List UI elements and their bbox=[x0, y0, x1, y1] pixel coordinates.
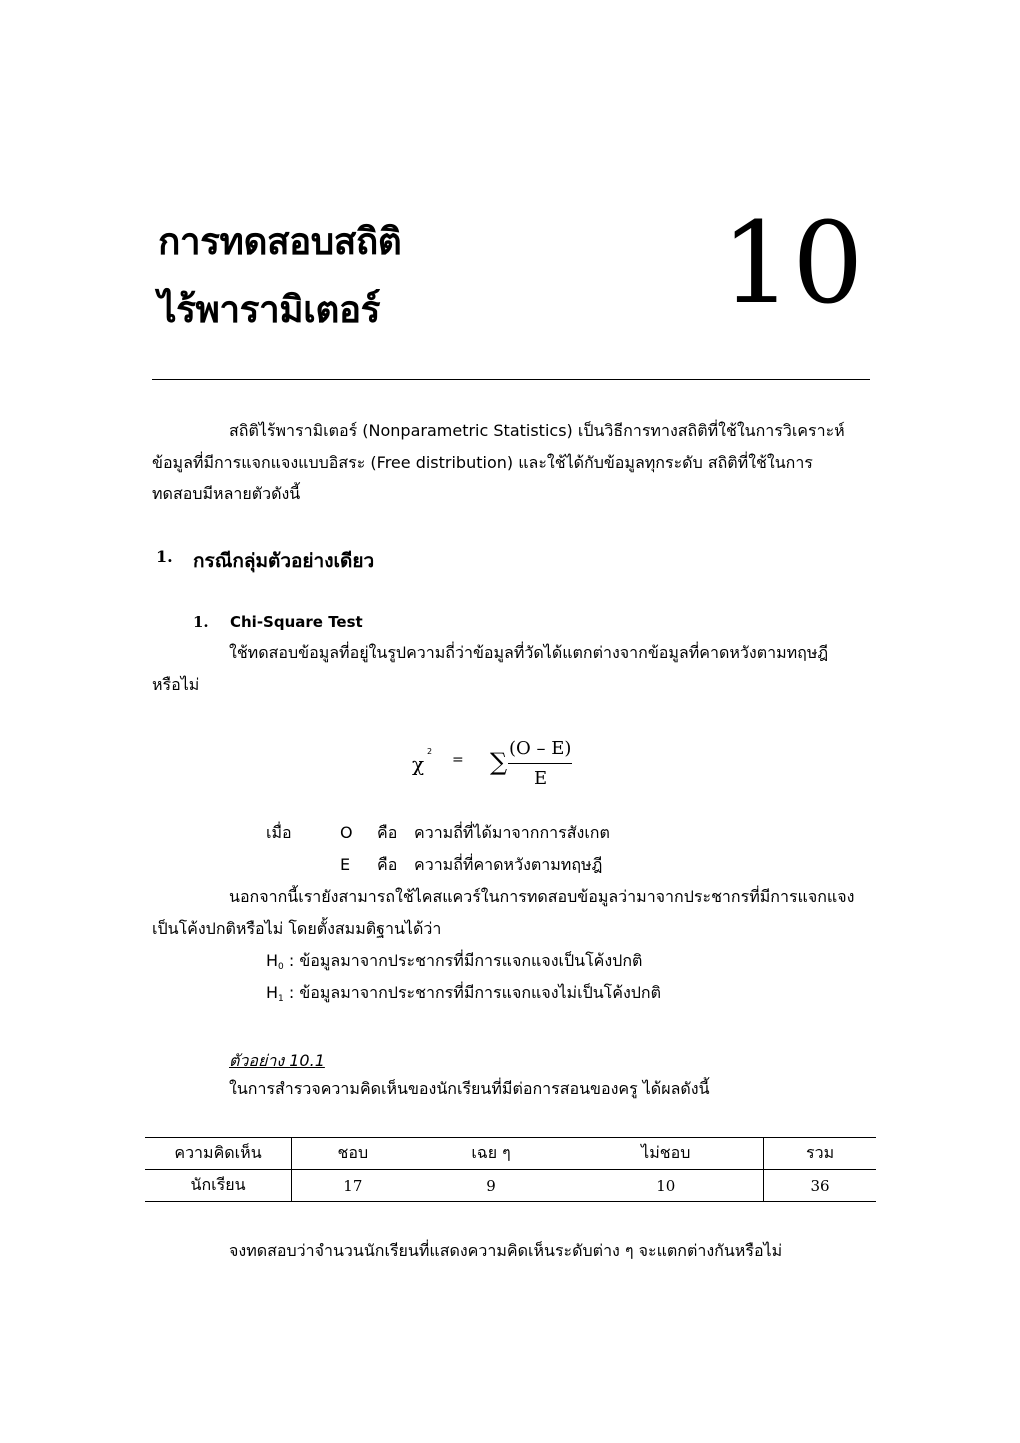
table-cell: 17 bbox=[292, 1170, 414, 1202]
where-label: เมื่อ bbox=[266, 823, 292, 842]
example-question: จงทดสอบว่าจำนวนนักเรียนที่แสดงความคิดเห็นระดับต่าง ๆ จะแตกต่างกันหรือไม่ bbox=[229, 1241, 783, 1260]
subsection1-number: 1. bbox=[193, 613, 209, 631]
normality-line2: เป็นโค้งปกติหรือไม่ โดยตั้งสมมติฐานได้ว่า bbox=[152, 919, 442, 938]
where-is-o: คือ bbox=[377, 823, 398, 842]
intro-line2: ข้อมูลที่มีการแจกแจงแบบอิสระ (Free distribution) และใช้ได้กับข้อมูลทุกระดับ สถิติที่ใช้ในการ bbox=[152, 453, 813, 472]
chapter-title-line2: ไร้พารามิเตอร์ bbox=[158, 288, 380, 331]
intro-line1: สถิติไร้พารามิเตอร์ (Nonparametric Statistics) เป็นวิธีการทางสถิติที่ใช้ในการวิเคราะห์ bbox=[229, 421, 845, 440]
formula-numerator: (O – E) bbox=[509, 738, 572, 759]
table-header-cell: ชอบ bbox=[292, 1138, 414, 1170]
chi-symbol: χ bbox=[412, 752, 425, 776]
where-symbol-o: O bbox=[340, 823, 353, 842]
where-meaning-o: ความถี่ที่ได้มาจากการสังเกต bbox=[414, 823, 610, 842]
where-meaning-e: ความถี่ที่คาดหวังตามทฤษฎี bbox=[414, 855, 603, 874]
section1-title: กรณีกลุ่มตัวอย่างเดียว bbox=[193, 550, 375, 572]
where-is-e: คือ bbox=[377, 855, 398, 874]
where-symbol-e: E bbox=[340, 855, 351, 874]
h0-text: : ข้อมูลมาจากประชากรที่มีการแจกแจงเป็นโค้งปกติ bbox=[283, 951, 643, 970]
chi-square-formula bbox=[412, 738, 592, 794]
intro-line3: ทดสอบมีหลายตัวดังนี้ bbox=[152, 484, 301, 503]
equals-sign: = bbox=[452, 752, 464, 768]
subsection1-title: Chi-Square Test bbox=[230, 613, 363, 631]
subsection1-desc-line1: ใช้ทดสอบข้อมูลที่อยู่ในรูปความถี่ว่าข้อมูลที่วัดได้แตกต่างจากข้อมูลที่คาดหวังตามทฤษฎี bbox=[229, 643, 829, 662]
chi-superscript: 2 bbox=[427, 747, 433, 756]
example-label: ตัวอย่าง 10.1 bbox=[229, 1051, 325, 1070]
chapter-title-line1: การทดสอบสถิติ bbox=[158, 220, 402, 263]
table-cell: นักเรียน bbox=[145, 1170, 292, 1202]
sigma-symbol: ∑ bbox=[490, 748, 508, 776]
table-header-row bbox=[145, 1138, 876, 1170]
h1-text: : ข้อมูลมาจากประชากรที่มีการแจกแจงไม่เป็นโค้งปกติ bbox=[283, 983, 662, 1002]
table-cell: 36 bbox=[764, 1170, 876, 1202]
h0-subscript: 0 bbox=[278, 962, 284, 972]
formula-denominator: E bbox=[534, 768, 548, 789]
section1-number: 1. bbox=[156, 547, 173, 566]
fraction-bar bbox=[508, 763, 572, 764]
h0-letter: H bbox=[266, 951, 279, 970]
hypothesis-h1 bbox=[266, 985, 661, 1004]
table-cell: 9 bbox=[414, 1170, 569, 1202]
h1-subscript: 1 bbox=[278, 994, 284, 1004]
normality-line1: นอกจากนี้เรายังสามารถใช้ไคสแควร์ในการทดสอบข้อมูลว่ามาจากประชากรที่มีการแจกแจง bbox=[229, 887, 855, 906]
table-row bbox=[145, 1170, 876, 1202]
heading-divider bbox=[152, 379, 870, 380]
example-text: ในการสำรวจความคิดเห็นของนักเรียนที่มีต่อการสอนของครู ได้ผลดังนี้ bbox=[229, 1079, 710, 1098]
table-header-cell: ความคิดเห็น bbox=[145, 1138, 292, 1170]
table-header-cell: ไม่ชอบ bbox=[568, 1138, 763, 1170]
h1-letter: H bbox=[266, 983, 279, 1002]
table-header-cell: เฉย ๆ bbox=[414, 1138, 569, 1170]
table-header-cell: รวม bbox=[764, 1138, 876, 1170]
subsection1-desc-line2: หรือไม่ bbox=[152, 675, 200, 694]
table-cell: 10 bbox=[568, 1170, 763, 1202]
hypothesis-h0 bbox=[266, 953, 642, 972]
opinion-table bbox=[145, 1137, 876, 1202]
chapter-number: 10 bbox=[721, 199, 864, 329]
